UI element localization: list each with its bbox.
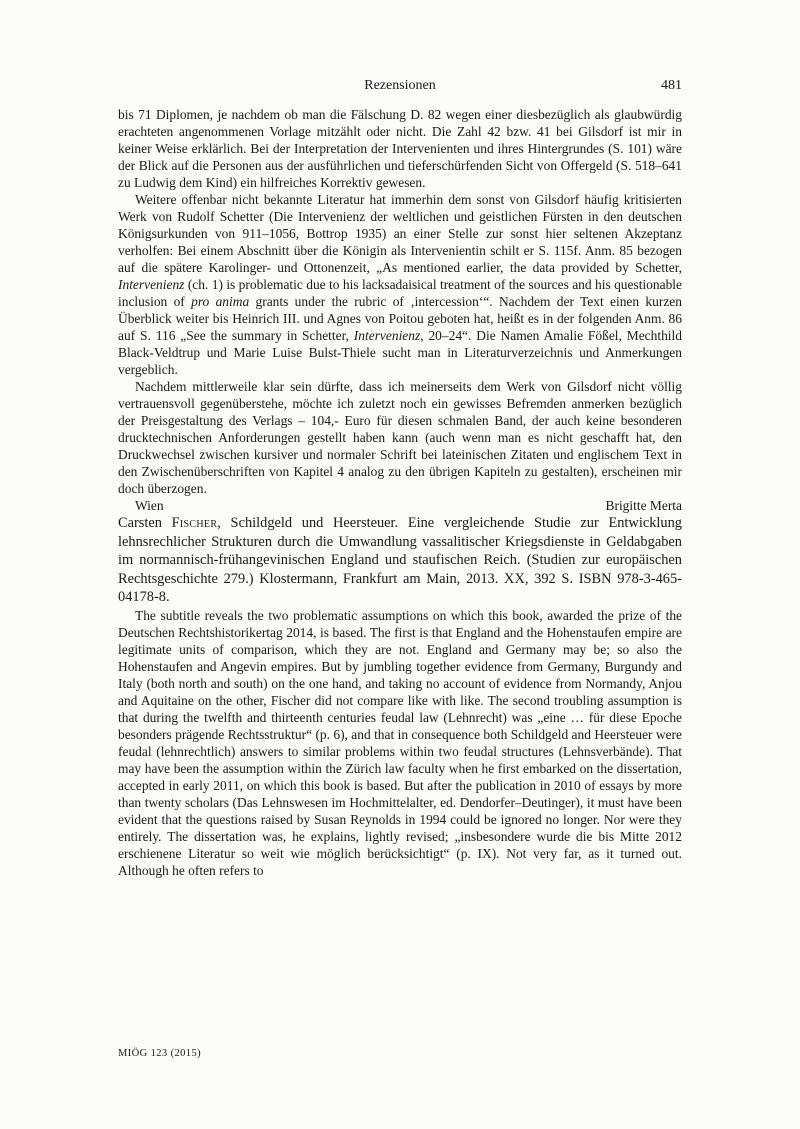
signature-name: Brigitte Merta: [605, 498, 682, 513]
running-header: [118, 78, 682, 98]
italic-title: Intervenienz: [118, 277, 185, 292]
review-body: The subtitle reveals the two problematic assumptions on which this book, awarded the prize of the Deutschen Rechtshistorikertag 2014, is based. The first is that England and the Hohenstaufen empire are legitimate units of comparison, which they are not. England and Germany may be; so also the Hohenstaufen and Angevin empires. But by jumbling together evidence from Germany, Burgundy and Italy (both north and south) on the one hand, and taking no account of evidence from Normandy, Anjou and Aquitaine on the other, Fischer did not compare like with like. The second troubling assumption is that during the twelfth and thirteenth centuries feudal law (Lehnrecht) was „eine … für diese Epoche besonders prägende Rechtsstruktur“ (p. 6), and that in consequence both Schildgeld and Heersteuer were feudal (lehnrechtlich) answers to similar problems within two feudal structures (Lehnsverbände). That may have been the assumption within the Zürich law faculty when he first embarked on the dissertation, accepted in early 2011, on which this book is based. But after the publication in 2010 of essays by more than twenty scholars (Das Lehnswesen im Hochmittelalter, ed. Dendorfer–Deutinger), it must have been evident that the questions raised by Susan Reynolds in 1994 could be ignored no longer. Nor were they entirely. The dissertation was, he explains, lightly revised; „insbesondere wurde die bis Mitte 2012 erschienene Literatur so weit wie möglich berücksichtigt“ (p. IX). Not very far, as it turned out. Although he often refers to: [118, 607, 682, 878]
author-last-name: Fischer: [171, 515, 218, 531]
signature-place: Wien: [135, 498, 164, 513]
journal-footer: MIÖG 123 (2015): [118, 1048, 201, 1059]
review-citation: [118, 514, 682, 607]
previous-review-end: [118, 106, 682, 514]
author-first-name: Carsten: [118, 515, 172, 531]
page-number: 481: [661, 78, 682, 93]
text-run: (ch. 1) is problematic due to his lacksadaisical treatment of the sources and his questionable inclusion of: [118, 277, 682, 309]
paragraph: Nachdem mittlerweile klar sein dürfte, dass ich meinerseits dem Werk von Gilsdorf nicht völlig vertrauensvoll gegenüberstehe, möchte ich zuletzt noch ein gewisses Befremden anmerken bezüglich der Preisgestaltung des Verlags – 104,- Euro für diesen schmalen Band, der auch keine besonderen drucktechnischen Anforderungen gestellt haben kann (auch wenn man es nicht geschafft hat, den Druckwechsel zwischen kursiver und normaler Schrift bei lateinischen Zitaten und englischem Text in den Zwischenüberschriften von Kapitel 4 analog zu den übrigen Kapiteln zu gestalten), erscheinen mir doch überzogen.: [118, 379, 682, 496]
italic-term: pro anima: [191, 294, 250, 309]
text-run: grants under the rubric of ‚intercession‘“. Nachdem der Text einen kurzen Überblick weiter bis Heinrich III. und Agnes von Poitou geboten hat, heißt es in der folgenden Anm. 86 auf S. 116 „See the summary in Schetter,: [118, 294, 682, 343]
paragraph: bis 71 Diplomen, je nachdem ob man die Fälschung D. 82 wegen einer diesbezüglich als glaubwürdig erachteten angenommenen Vorlage mitzählt oder nicht. Die Zahl 42 bzw. 41 bei Gilsdorf ist mir in keiner Weise erklärlich. Bei der Interpretation der Intervenienten und ihres Hintergrundes (S. 101) wäre der Blick auf die Personen aus der ausführlichen und tieferschürfenden Sicht von Offergeld (S. 518–641 zu Ludwig dem Kind) ein hilfreiches Korrektiv gewesen.: [118, 107, 682, 190]
citation-text: , Schildgeld und Heersteuer. Eine vergleichende Studie zur Entwicklung lehnsrechlicher Strukturen durch die Umwandlung vassalitischer Kriegsdienste in Geldabgaben im normannisch-frühangevinischen England und staufischen Reich. (Studien zur europäischen Rechtsgeschichte 279.) Klostermann, Frankfurt am Main, 2013. XX, 392 S. ISBN 978-3-465-04178-8.: [118, 515, 682, 605]
page-body: [118, 106, 682, 879]
text-run: Weitere offenbar nicht bekannte Literatur hat immerhin dem sonst von Gilsdorf häufig kritisierten Werk von Rudolf Schetter (Die Intervenienz der weltlichen und geistlichen Fürsten in den deutschen Königsurkunden von 911–1056, Bottrop 1935) an einer Stelle zur sonst hier seltenen Akzeptanz verholfen: Bei einem Abschnitt über die Königin als Intervenientin schilt er S. 115f. Anm. 85 bezogen auf die spätere Karolinger- und Ottonenzeit, „As mentioned earlier, the data provided by Schetter,: [118, 192, 682, 275]
reviewer-signature: [118, 497, 682, 514]
text-run: , 20–24“. Die Namen Amalie Fößel, Mechthild Black-Veldtrup und Marie Luise Bulst-Thiele sucht man in Literaturverzeichnis und Anmerkungen vergeblich.: [118, 328, 682, 377]
italic-title: Intervenienz: [353, 328, 421, 343]
paragraph: [118, 191, 682, 378]
review: [118, 514, 682, 879]
running-title: Rezensionen: [364, 78, 436, 93]
